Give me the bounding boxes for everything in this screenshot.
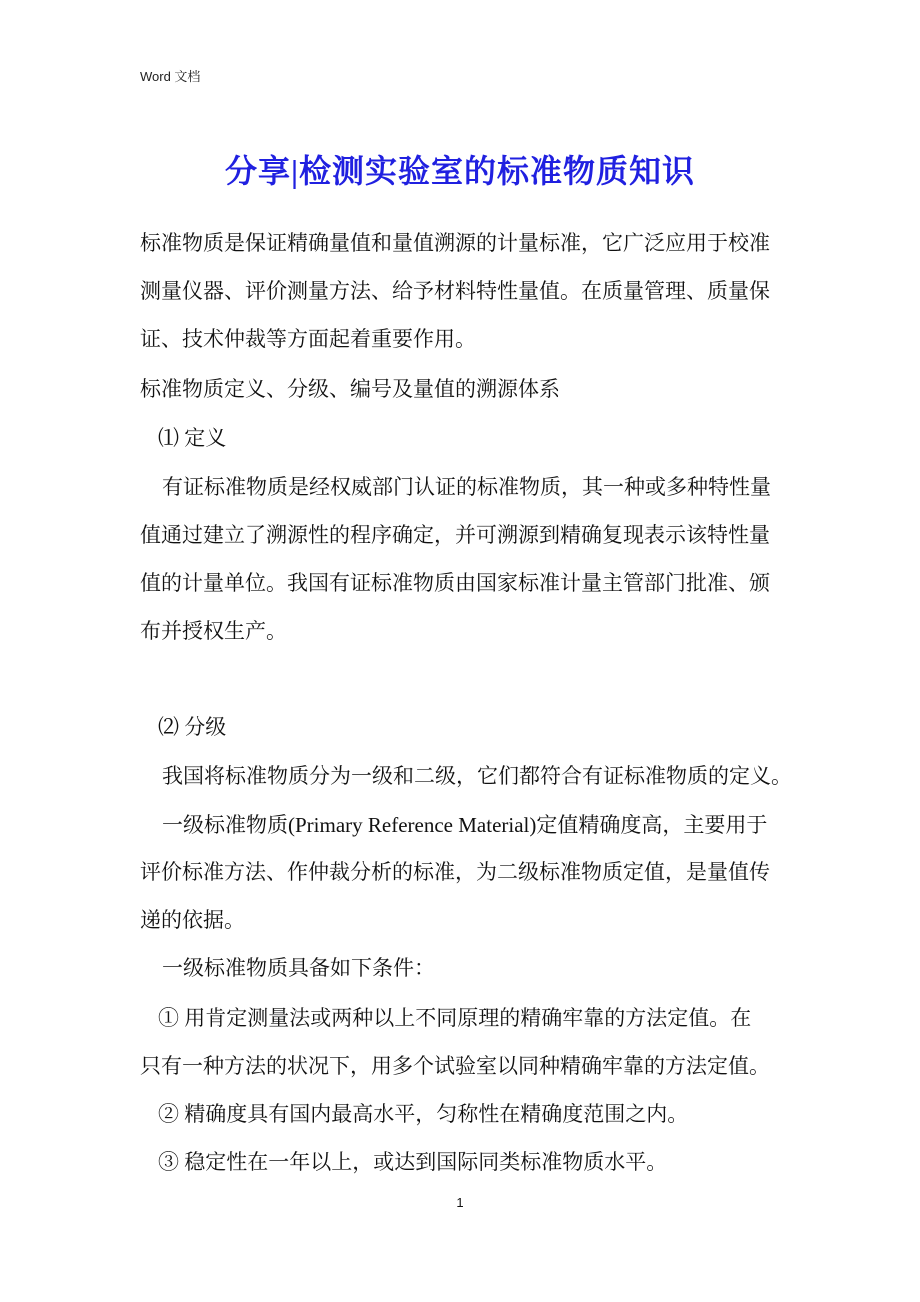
paragraph-line: 值通过建立了溯源性的程序确定，并可溯源到精确复现表示该特性量 bbox=[140, 523, 770, 547]
paragraph-line: 布并授权生产。 bbox=[140, 619, 287, 643]
document-title: 分享|检测实验室的标准物质知识 bbox=[224, 153, 696, 189]
paragraph-line: 一级标准物质(Primary Reference Material)定值精确度高，主要用于 bbox=[162, 813, 768, 837]
paragraph-line: 只有一种方法的状况下，用多个试验室以同种精确牢靠的方法定值。 bbox=[140, 1054, 770, 1078]
list-item: ② 精确度具有国内最高水平，匀称性在精确度范围之内。 bbox=[158, 1102, 689, 1126]
subsection-heading: ⑴ 定义 bbox=[158, 426, 227, 450]
subsection-heading: ⑵ 分级 bbox=[158, 715, 227, 739]
paragraph-line: 值的计量单位。我国有证标准物质由国家标准计量主管部门批准、颁 bbox=[140, 571, 770, 595]
paragraph-line: 评价标准方法、作仲裁分析的标准，为二级标准物质定值，是量值传 bbox=[140, 860, 770, 884]
paragraph-line: 证、技术仲裁等方面起着重要作用。 bbox=[140, 327, 476, 351]
paragraph-line: 我国将标准物质分为一级和二级，它们都符合有证标准物质的定义。 bbox=[162, 764, 792, 788]
paragraph-line: 一级标准物质具备如下条件： bbox=[162, 956, 435, 980]
paragraph-line: 递的依据。 bbox=[140, 908, 245, 932]
paragraph-line: 有证标准物质是经权威部门认证的标准物质，其一种或多种特性量 bbox=[162, 475, 771, 499]
page-number: 1 bbox=[456, 1195, 464, 1210]
paragraph-line: 测量仪器、评价测量方法、给予材料特性量值。在质量管理、质量保 bbox=[140, 279, 770, 303]
list-item: ① 用肯定测量法或两种以上不同原理的精确牢靠的方法定值。在 bbox=[158, 1006, 752, 1030]
list-item: ③ 稳定性在一年以上，或达到国际同类标准物质水平。 bbox=[158, 1150, 668, 1174]
page-header: Word 文档 bbox=[140, 69, 201, 84]
paragraph-line: 标准物质是保证精确量值和量值溯源的计量标准，它广泛应用于校准 bbox=[140, 231, 770, 255]
section-heading: 标准物质定义、分级、编号及量值的溯源体系 bbox=[140, 377, 560, 401]
